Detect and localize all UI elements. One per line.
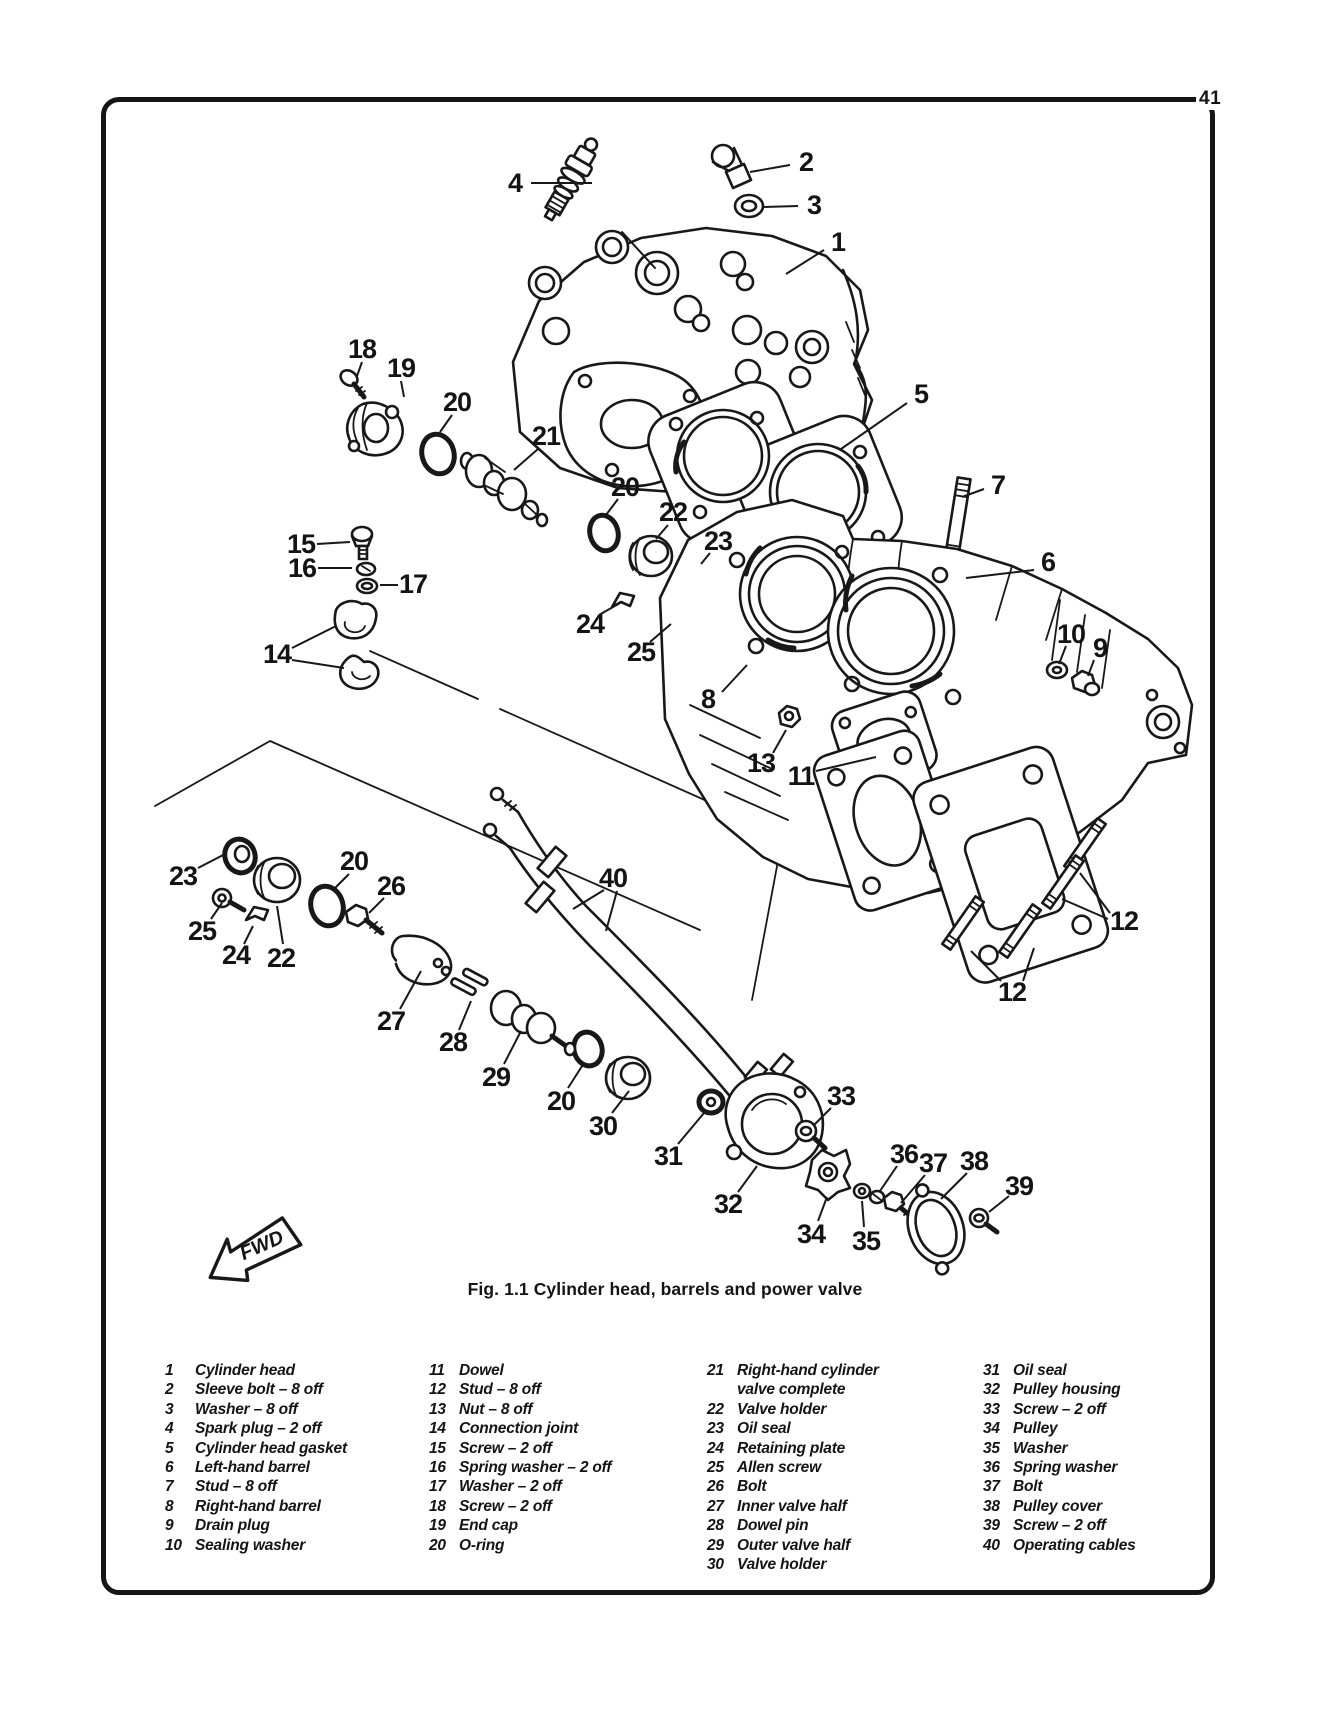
- part-cylinder-valve: [461, 453, 547, 526]
- callout-leader-20: [335, 874, 349, 888]
- callout-21: 21: [531, 421, 561, 451]
- parts-list-item: [165, 1458, 415, 1477]
- part-name: End cap: [459, 1517, 518, 1535]
- callout-leader-35: [862, 1201, 864, 1227]
- callout-10: 10: [1056, 619, 1086, 649]
- callout-leader-31: [678, 1113, 704, 1144]
- fwd-label: FWD: [236, 1226, 288, 1265]
- part-number: 8: [165, 1497, 174, 1515]
- parts-list-item: [429, 1497, 689, 1516]
- callout-28: 28: [438, 1027, 468, 1057]
- part-name: Sealing washer: [195, 1536, 306, 1554]
- callout-leader-34: [818, 1197, 827, 1221]
- callout-18: 18: [347, 334, 377, 364]
- part-number: 37: [983, 1478, 1000, 1496]
- callout-leader-14: [292, 626, 336, 648]
- part-name: Spark plug – 2 off: [195, 1420, 322, 1438]
- part-spring-washer-36: [870, 1191, 884, 1203]
- callout-leader-19: [401, 381, 404, 397]
- part-name: Sleeve bolt – 8 off: [195, 1381, 323, 1399]
- part-name: O-ring: [459, 1536, 505, 1554]
- callout-5: 5: [913, 379, 929, 409]
- part-name: Bolt: [737, 1478, 767, 1496]
- parts-list-item: [429, 1419, 689, 1438]
- part-name: Screw – 2 off: [1013, 1400, 1106, 1418]
- callout-leader-40: [606, 891, 617, 931]
- part-name: Left-hand barrel: [195, 1459, 310, 1477]
- part-number: 21: [707, 1362, 724, 1379]
- part-number: 5: [165, 1439, 174, 1457]
- part-name: Pulley cover: [1013, 1497, 1102, 1515]
- callout-20: 20: [442, 387, 472, 417]
- parts-list-item: [165, 1361, 415, 1380]
- parts-list-item: [707, 1555, 919, 1574]
- callout-2: 2: [798, 147, 814, 177]
- part-number: 34: [983, 1420, 1000, 1438]
- parts-list-item: [165, 1516, 415, 1535]
- callout-38: 38: [959, 1146, 989, 1176]
- parts-list-item: [707, 1400, 919, 1419]
- part-name: Outer valve half: [737, 1536, 851, 1554]
- part-name: Bolt: [1013, 1478, 1043, 1496]
- parts-list-item: [165, 1536, 415, 1555]
- callout-16: 16: [287, 553, 317, 583]
- part-number: 25: [707, 1459, 724, 1477]
- part-sleeve-bolt: [712, 145, 751, 188]
- part-name: Operating cables: [1013, 1536, 1136, 1554]
- part-number: 30: [707, 1556, 724, 1574]
- part-name: Washer – 2 off: [459, 1478, 562, 1496]
- part-number: 1: [165, 1362, 174, 1379]
- callout-35: 35: [851, 1226, 881, 1256]
- callout-leader-28: [459, 1001, 471, 1030]
- callout-40: 40: [598, 863, 628, 893]
- part-inner-valve-half: [392, 936, 451, 985]
- part-name: Right-hand barrel: [195, 1497, 321, 1515]
- parts-list-item: [707, 1516, 919, 1535]
- callout-leader-2: [750, 165, 790, 172]
- part-name: Stud – 8 off: [195, 1478, 277, 1496]
- part-number: 2: [165, 1381, 174, 1399]
- part-number: 6: [165, 1459, 174, 1477]
- part-name: Inner valve half: [737, 1497, 847, 1515]
- part-name: Valve holder: [737, 1556, 827, 1574]
- part-number: 3: [165, 1400, 174, 1418]
- callout-11: 11: [787, 761, 815, 791]
- callout-leader-22: [277, 906, 283, 944]
- part-name: Pulley housing: [1013, 1381, 1121, 1399]
- callout-23: 23: [703, 526, 733, 556]
- callout-33: 33: [826, 1081, 856, 1111]
- part-name: Nut – 8 off: [459, 1400, 533, 1418]
- part-name: Screw – 2 off: [459, 1497, 552, 1515]
- callout-34: 34: [796, 1219, 826, 1249]
- part-number: 18: [429, 1497, 446, 1515]
- part-name: Washer – 8 off: [195, 1400, 298, 1418]
- callout-24: 24: [221, 940, 251, 970]
- part-number: 15: [429, 1439, 446, 1457]
- parts-list-item: [707, 1458, 919, 1477]
- parts-list-item: [429, 1439, 689, 1458]
- parts-list-item: [429, 1516, 689, 1535]
- callout-22: 22: [266, 943, 296, 973]
- part-dowel-pins: [450, 965, 488, 999]
- part-number: 38: [983, 1497, 1000, 1515]
- parts-list-item: [429, 1400, 689, 1419]
- parts-list-item: [165, 1380, 415, 1399]
- callout-7: 7: [990, 470, 1006, 500]
- part-name: Pulley: [1013, 1420, 1058, 1438]
- part-retaining-plate-24-lower: [246, 907, 268, 920]
- part-number: 33: [983, 1400, 1000, 1418]
- parts-list-item: [707, 1419, 919, 1438]
- callout-39: 39: [1004, 1171, 1034, 1201]
- parts-list-item: [165, 1497, 415, 1516]
- part-oil-seal-31: [699, 1091, 723, 1113]
- callout-12: 12: [1109, 906, 1139, 936]
- callout-leader-14: [292, 660, 344, 668]
- parts-list-item: [983, 1458, 1203, 1477]
- parts-list-item: [429, 1458, 689, 1477]
- part-connection-joint: [335, 601, 379, 689]
- parts-column-1: [165, 1361, 415, 1555]
- part-name: Spring washer – 2 off: [459, 1459, 612, 1477]
- parts-list-item: [983, 1380, 1203, 1399]
- parts-list-item: [429, 1380, 689, 1399]
- part-name: Screw – 2 off: [459, 1439, 552, 1457]
- callout-36: 36: [889, 1139, 919, 1169]
- part-name: Stud – 8 off: [459, 1381, 541, 1399]
- parts-list-item: [707, 1536, 919, 1555]
- callout-4: 4: [507, 168, 523, 198]
- parts-list-item: [707, 1361, 919, 1400]
- parts-list-item: [429, 1477, 689, 1496]
- part-name: Cylinder head: [195, 1362, 295, 1379]
- part-screw-15: [352, 527, 372, 559]
- part-number: 31: [983, 1362, 1000, 1379]
- part-number: 12: [429, 1381, 446, 1399]
- callout-leader-3: [764, 206, 798, 207]
- part-valve-holder-22-lower: [254, 858, 300, 902]
- part-number: 39: [983, 1517, 1000, 1535]
- part-bolt-26: [346, 905, 382, 933]
- parts-list-item: [983, 1516, 1203, 1535]
- callout-19: 19: [386, 353, 416, 383]
- part-number: 13: [429, 1400, 446, 1418]
- callout-leader-20: [568, 1063, 584, 1088]
- part-name: Dowel pin: [737, 1517, 809, 1535]
- parts-list-item: [983, 1361, 1203, 1380]
- part-number: 14: [429, 1420, 446, 1438]
- part-number: 7: [165, 1478, 174, 1496]
- callout-37: 37: [918, 1148, 948, 1178]
- part-washer-17: [357, 579, 377, 593]
- parts-list-item: [165, 1477, 415, 1496]
- callout-17: 17: [398, 569, 428, 599]
- parts-column-3: [707, 1361, 919, 1574]
- part-end-cap: [347, 403, 402, 456]
- part-nut-13: [779, 706, 800, 727]
- callout-leader-21: [514, 449, 538, 470]
- callout-22: 22: [658, 497, 688, 527]
- part-name: Cylinder head gasket: [195, 1439, 347, 1457]
- callout-25: 25: [187, 916, 217, 946]
- callout-31: 31: [653, 1141, 683, 1171]
- part-number: 24: [707, 1439, 724, 1457]
- callout-12: 12: [997, 977, 1027, 1007]
- part-screw-39: [970, 1209, 997, 1232]
- callout-20: 20: [610, 472, 640, 502]
- parts-list-item: [707, 1439, 919, 1458]
- part-number: 4: [165, 1420, 174, 1438]
- part-washer-3: [735, 195, 763, 217]
- part-number: 29: [707, 1536, 724, 1554]
- parts-list-item: [983, 1536, 1203, 1555]
- callout-leader-36: [880, 1166, 897, 1191]
- callout-leader-18: [357, 362, 362, 376]
- callout-8: 8: [700, 684, 716, 714]
- callout-leader-23: [198, 853, 227, 868]
- part-number: 16: [429, 1459, 446, 1477]
- parts-list-item: [983, 1419, 1203, 1438]
- page-number: 41: [1196, 88, 1224, 110]
- part-allen-screw-25-lower: [213, 889, 244, 910]
- part-valve-holder-upper: [629, 536, 672, 576]
- part-number: 27: [707, 1497, 724, 1515]
- parts-list-item: [983, 1477, 1203, 1496]
- part-number: 22: [707, 1400, 724, 1418]
- part-number: 32: [983, 1381, 1000, 1399]
- callout-20: 20: [339, 846, 369, 876]
- callout-20: 20: [546, 1086, 576, 1116]
- figure-caption: Fig. 1.1 Cylinder head, barrels and power valve: [467, 1279, 863, 1299]
- callout-29: 29: [481, 1062, 511, 1092]
- part-number: 17: [429, 1478, 446, 1496]
- callout-30: 30: [588, 1111, 618, 1141]
- callout-13: 13: [746, 748, 776, 778]
- callout-32: 32: [713, 1189, 743, 1219]
- callout-23: 23: [168, 861, 198, 891]
- callout-leader-15: [317, 542, 350, 544]
- part-name: Right-hand cylinder valve complete: [737, 1362, 879, 1399]
- fwd-arrow: [199, 1213, 305, 1294]
- part-number: 10: [165, 1536, 182, 1554]
- part-number: 23: [707, 1420, 724, 1438]
- parts-list-item: [983, 1439, 1203, 1458]
- parts-column-2: [429, 1361, 689, 1555]
- callout-leader-22: [656, 525, 668, 539]
- callout-26: 26: [376, 871, 406, 901]
- part-pulley: [806, 1150, 850, 1200]
- part-washer-35: [854, 1184, 870, 1198]
- part-number: 40: [983, 1536, 1000, 1554]
- part-name: Spring washer: [1013, 1459, 1118, 1477]
- part-pulley-cover: [895, 1176, 977, 1281]
- part-number: 11: [429, 1362, 445, 1379]
- part-number: 19: [429, 1517, 446, 1535]
- parts-column-4: [983, 1361, 1203, 1555]
- part-number: 28: [707, 1517, 724, 1535]
- part-name: Oil seal: [737, 1420, 791, 1438]
- part-name: Washer: [1013, 1439, 1068, 1457]
- part-name: Drain plug: [195, 1517, 270, 1535]
- part-name: Connection joint: [459, 1420, 579, 1438]
- parts-list-item: [429, 1536, 689, 1555]
- part-spring-washer-16: [357, 563, 375, 575]
- part-number: 35: [983, 1439, 1000, 1457]
- part-screw-18: [338, 367, 365, 397]
- parts-list-item: [983, 1497, 1203, 1516]
- callout-24: 24: [575, 609, 605, 639]
- parts-list-item: [429, 1361, 689, 1380]
- parts-list-item: [165, 1400, 415, 1419]
- part-oil-seal-23-lower: [220, 835, 260, 877]
- parts-list-item: [165, 1419, 415, 1438]
- part-name: Oil seal: [1013, 1362, 1067, 1379]
- part-number: 26: [707, 1478, 724, 1496]
- callout-6: 6: [1040, 547, 1056, 577]
- parts-list-item: [707, 1477, 919, 1496]
- callout-1: 1: [830, 227, 846, 257]
- part-name: Valve holder: [737, 1400, 827, 1418]
- part-sealing-washer-10: [1047, 662, 1067, 678]
- part-number: 9: [165, 1517, 174, 1535]
- callout-3: 3: [806, 190, 822, 220]
- callout-27: 27: [376, 1006, 406, 1036]
- callout-15: 15: [286, 529, 316, 559]
- part-number: 20: [429, 1536, 446, 1554]
- parts-list-item: [983, 1400, 1203, 1419]
- part-name: Retaining plate: [737, 1439, 846, 1457]
- callout-9: 9: [1092, 633, 1108, 663]
- part-name: Screw – 2 off: [1013, 1517, 1106, 1535]
- part-number: 36: [983, 1459, 1000, 1477]
- callout-25: 25: [626, 637, 656, 667]
- part-name: Dowel: [459, 1362, 504, 1379]
- callout-leader-20: [440, 415, 452, 432]
- part-name: Allen screw: [737, 1459, 821, 1477]
- callout-leader-29: [504, 1031, 521, 1064]
- parts-list-item: [707, 1497, 919, 1516]
- callout-14: 14: [262, 639, 292, 669]
- part-outer-valve-half: [491, 991, 575, 1055]
- parts-list-item: [165, 1439, 415, 1458]
